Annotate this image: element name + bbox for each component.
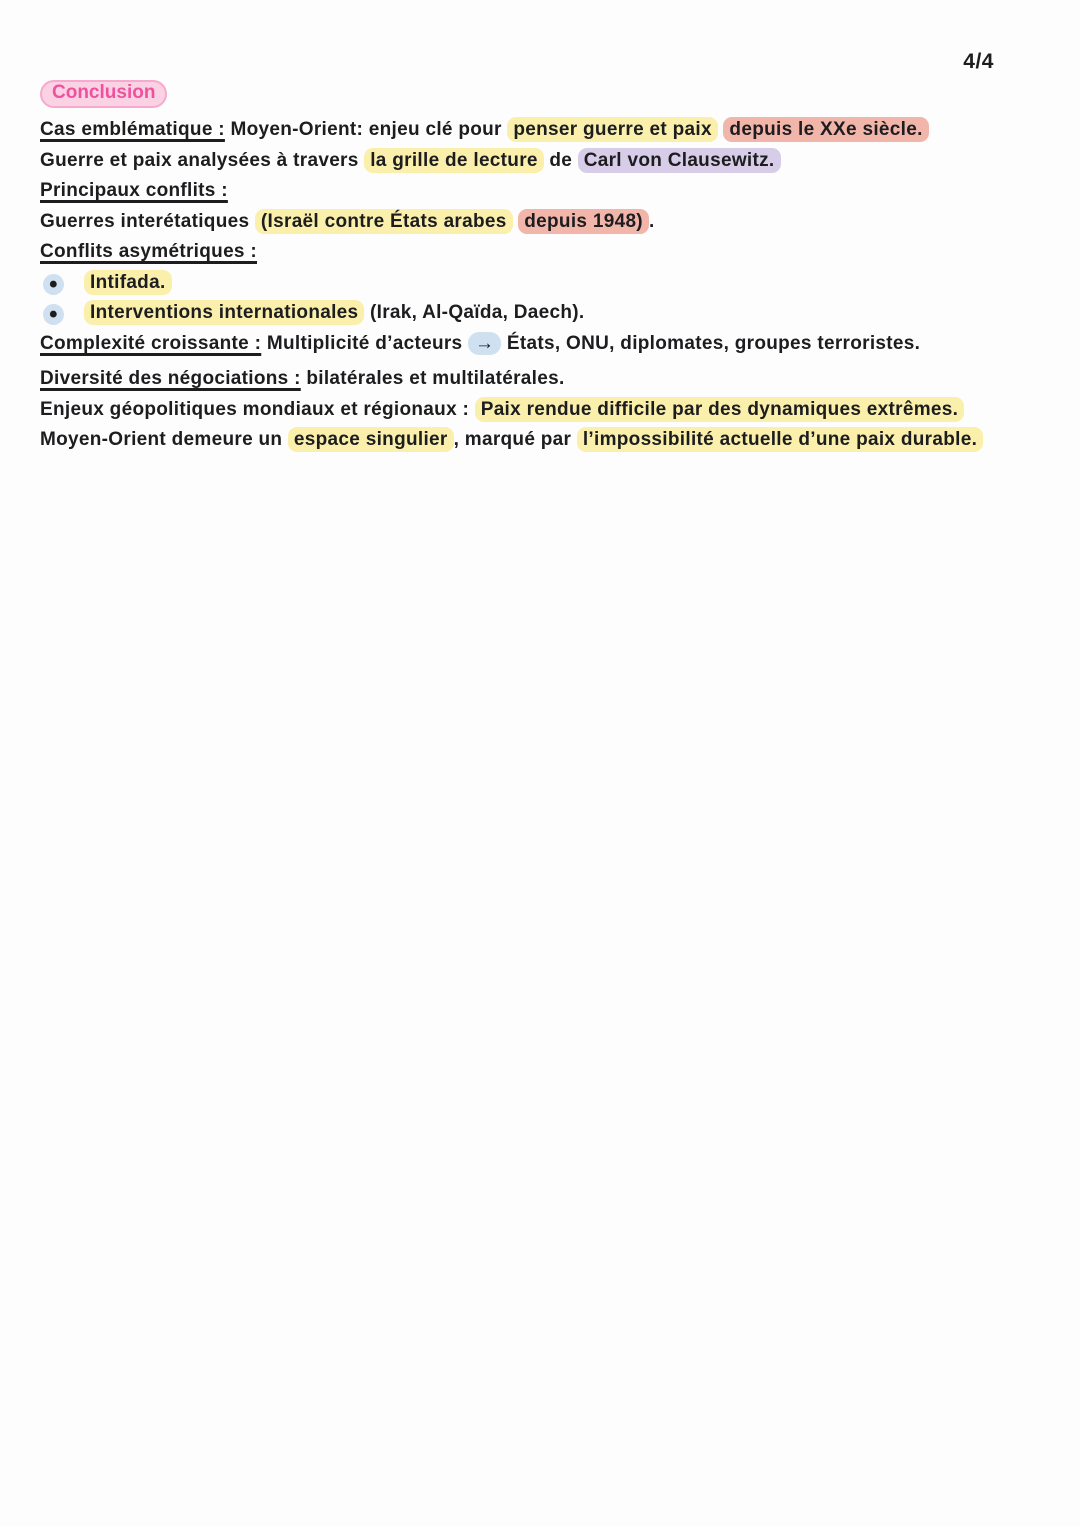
plain-text: Guerres interétatiques [40, 210, 255, 232]
bullet-icon: • [43, 304, 64, 325]
underlined-term: Conflits asymétriques : [40, 241, 258, 262]
text-line-cas-emblematique [40, 115, 1050, 146]
conclusion-heading-badge: Conclusion [40, 80, 167, 108]
text-line-moyen-orient-demeure [40, 425, 1050, 456]
text-line-conflits-asymetriques [40, 237, 1050, 268]
plain-text: États, ONU, diplomates, groupes terroristes. [501, 332, 921, 354]
plain-text: de [543, 149, 578, 171]
highlight-yellow: espace singulier [288, 427, 454, 452]
arrow-right-icon: → [468, 332, 501, 355]
highlight-salmon: depuis 1948) [518, 209, 649, 234]
highlight-yellow: (Israël contre États arabes [255, 209, 513, 234]
highlight-yellow: la grille de lecture [364, 148, 544, 173]
highlight-yellow: Interventions internationales [84, 300, 364, 325]
highlight-yellow: Intifada. [84, 270, 172, 295]
highlight-yellow: penser guerre et paix [507, 117, 718, 142]
text-line-guerre-et-paix [40, 146, 1050, 177]
highlight-yellow: l’impossibilité actuelle d’une paix durable. [577, 427, 983, 452]
highlight-purple: Carl von Clausewitz. [578, 148, 781, 173]
notes-content [40, 80, 1050, 456]
bullet-item-interventions [40, 298, 1050, 329]
text-line-complexite-croissante [40, 329, 1050, 360]
highlight-salmon: depuis le XXe siècle. [723, 117, 928, 142]
plain-text: (Irak, Al-Qaïda, Daech). [364, 302, 585, 323]
plain-text: Moyen-Orient: enjeu clé pour [224, 119, 508, 140]
text-line-diversite-negociations [40, 364, 1050, 395]
underlined-term: Complexité croissante : [40, 332, 262, 354]
plain-text: Moyen-Orient demeure un [40, 429, 288, 450]
plain-text: . [648, 210, 655, 232]
bullet-icon: • [43, 274, 64, 295]
plain-text: bilatérales et multilatérales. [300, 368, 565, 389]
plain-text: , marqué par [453, 429, 577, 450]
underlined-term: Cas emblématique : [40, 119, 225, 140]
plain-text: Enjeux géopolitiques mondiaux et régionaux : [40, 398, 475, 420]
text-line-guerres-interetatiques [40, 207, 1050, 238]
highlight-yellow: Paix rendue difficile par des dynamiques extrêmes. [475, 397, 965, 422]
plain-text: Multiplicité d’acteurs [261, 332, 468, 354]
plain-text: Guerre et paix analysées à travers [40, 149, 365, 171]
underlined-term: Principaux conflits : [40, 180, 228, 201]
bullet-item-intifada [40, 268, 1050, 299]
text-line-principaux-conflits [40, 176, 1050, 207]
page-number: 4/4 [963, 50, 994, 73]
text-line-enjeux-geopolitiques [40, 395, 1050, 426]
underlined-term: Diversité des négociations : [40, 368, 301, 389]
